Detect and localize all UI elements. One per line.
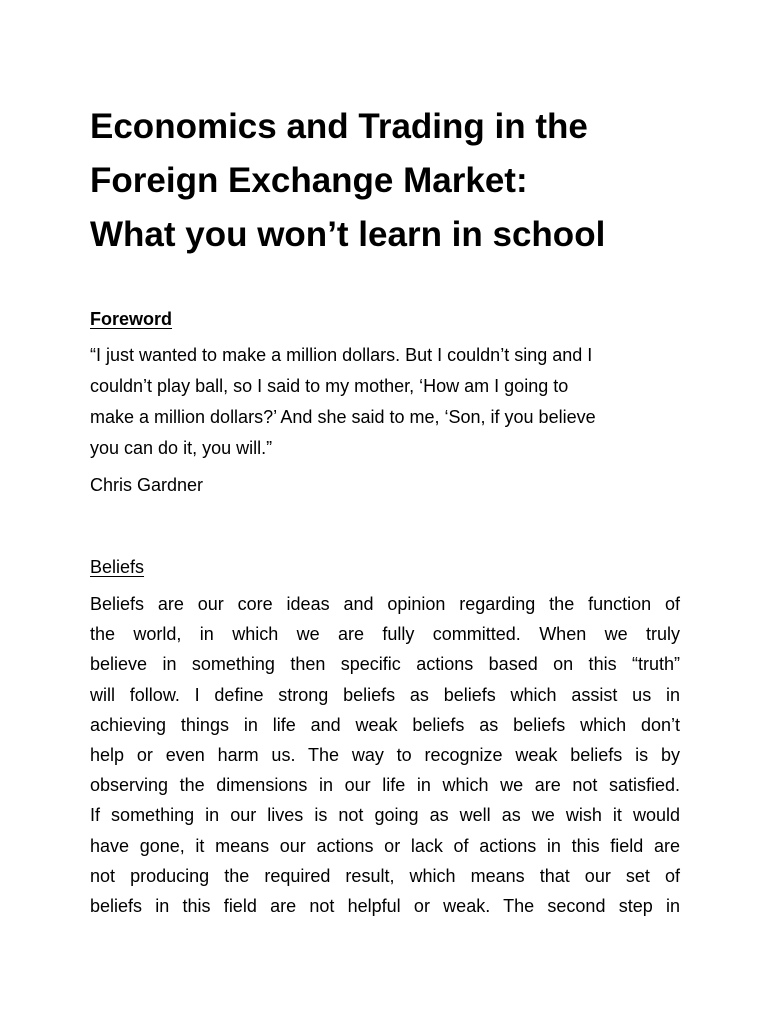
quote-line: you can do it, you will.” (90, 438, 273, 458)
document-title (90, 100, 680, 262)
paragraph-line: If something in our lives is not going as well as we wish it would (90, 805, 680, 826)
title-line: What you won’t learn in school (90, 215, 606, 254)
paragraph-line: beliefs in this field are not helpful or weak. The second step in (90, 896, 680, 917)
quote-line: “I just wanted to make a million dollars. But I couldn’t sing and I (90, 345, 593, 365)
beliefs-paragraph (90, 589, 680, 921)
paragraph-line: not producing the required result, which means that our set of (90, 865, 680, 886)
paragraph-line: will follow. I define strong beliefs as beliefs which assist us in (90, 684, 680, 705)
title-line: Economics and Trading in the (90, 107, 588, 146)
paragraph-line: achieving things in life and weak beliefs as beliefs which don’t (90, 714, 680, 735)
paragraph-line: Beliefs are our core ideas and opinion regarding the function of (90, 594, 680, 614)
paragraph-line: help or even harm us. The way to recognize weak beliefs is by (90, 745, 680, 766)
quote-line: couldn’t play ball, so I said to my mother, ‘How am I going to (90, 376, 569, 396)
quote-line: make a million dollars?’ And she said to me, ‘Son, if you believe (90, 407, 596, 427)
paragraph-line: the world, in which we are fully committed. When we truly (90, 624, 680, 645)
document-page (90, 100, 680, 921)
paragraph-line: believe in something then specific actions based on this “truth” (90, 654, 680, 675)
quote-author: Chris Gardner (90, 475, 204, 495)
beliefs-heading: Beliefs (90, 557, 145, 577)
paragraph-line: observing the dimensions in our life in which we are not satisfied. (90, 775, 680, 796)
foreword-quote (90, 340, 680, 464)
title-line: Foreign Exchange Market: (90, 161, 528, 200)
foreword-heading: Foreword (90, 309, 173, 329)
paragraph-line: have gone, it means our actions or lack of actions in this field are (90, 835, 680, 856)
